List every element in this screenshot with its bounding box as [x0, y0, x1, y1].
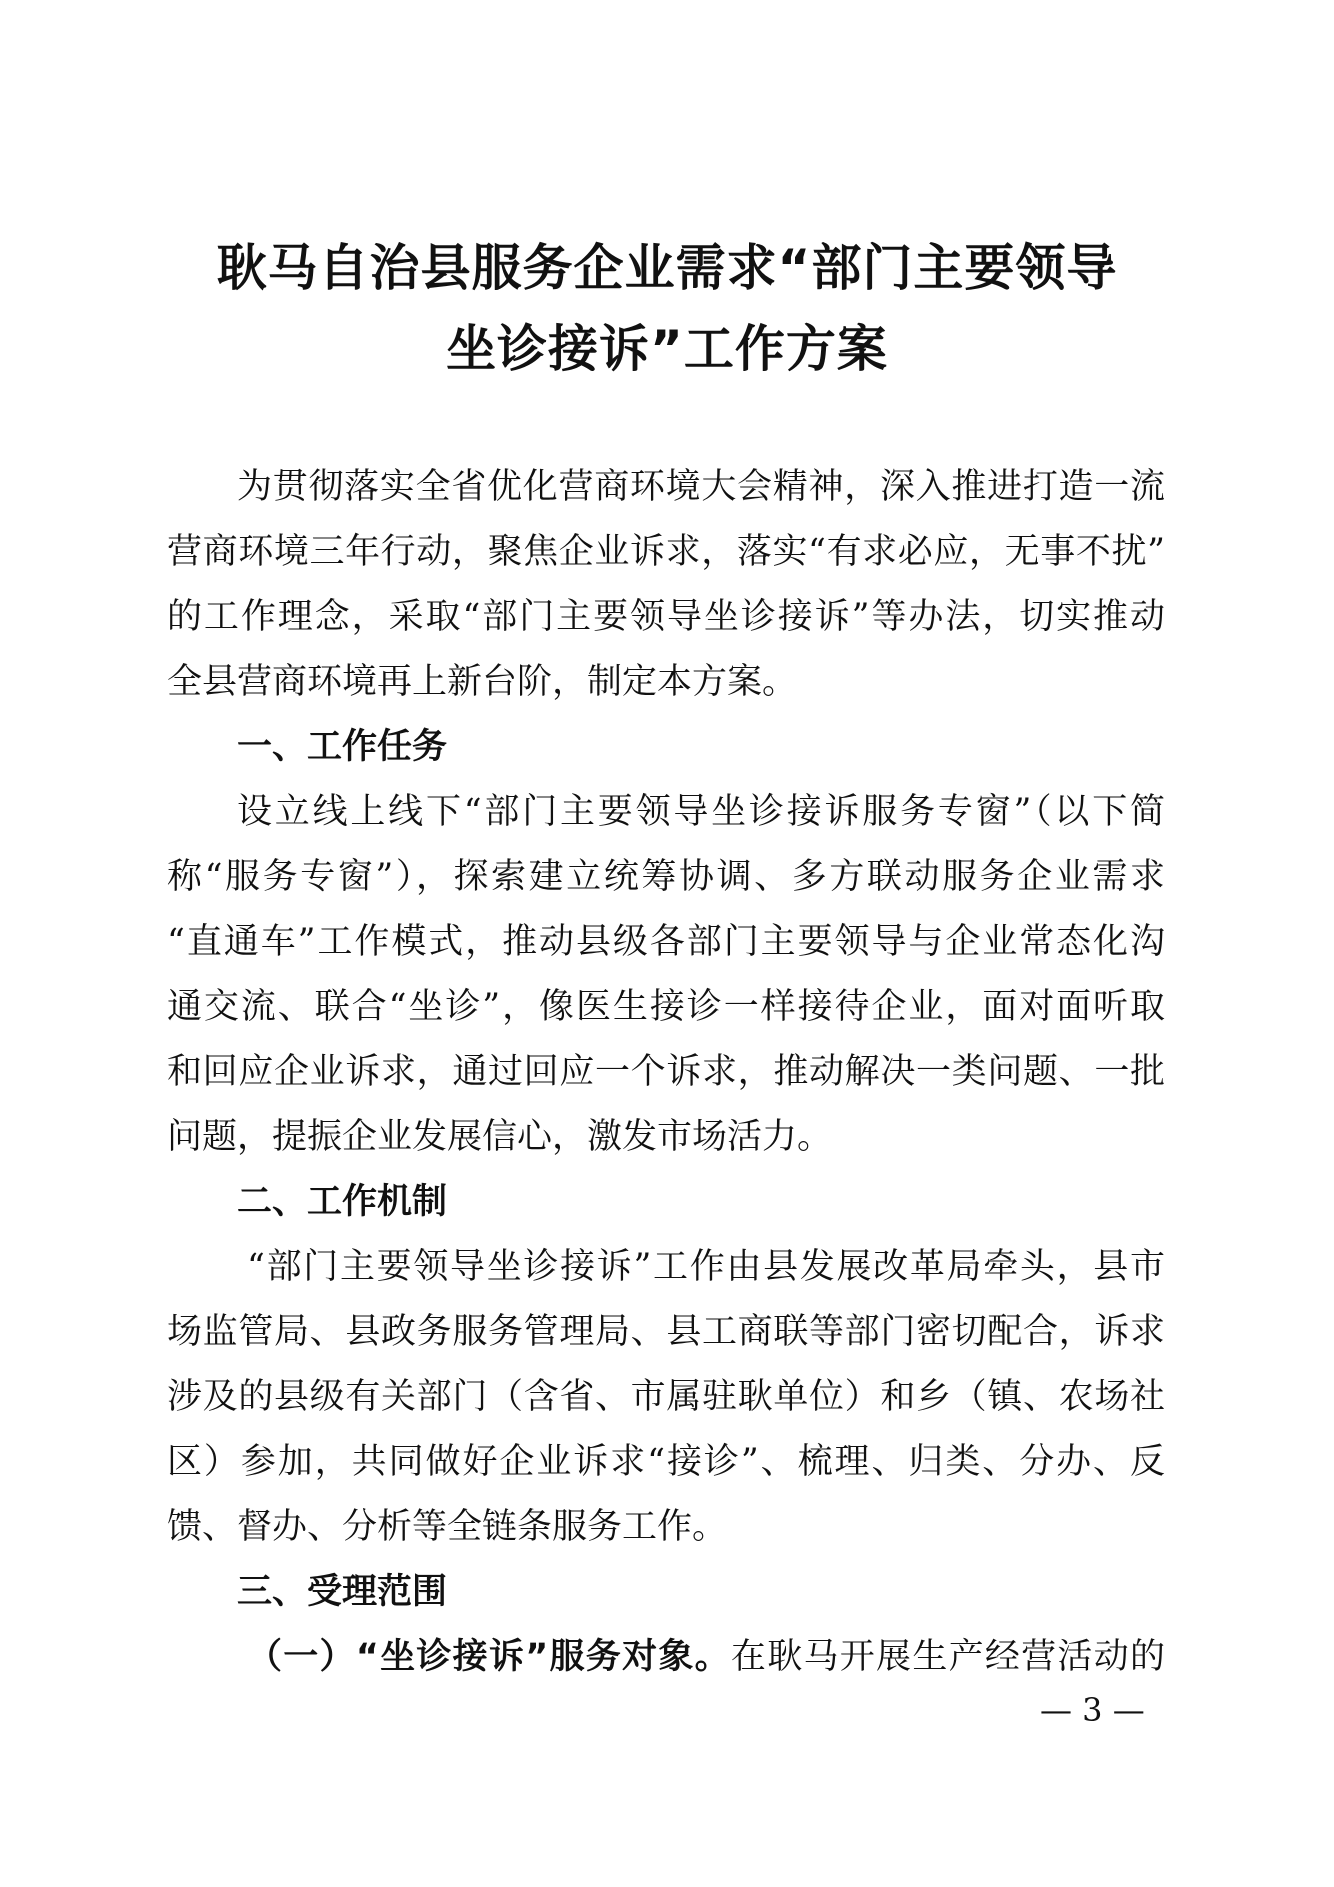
page-number: — 3 —	[1040, 1691, 1145, 1729]
section1-paragraph-line: 和回应企业诉求，通过回应一个诉求，推动解决一类问题、一批	[167, 1052, 1165, 1092]
section2-paragraph-line: “部门主要领导坐诊接诉”工作由县发展改革局牵头，县市	[247, 1247, 1165, 1287]
section1-paragraph-line: 称“服务专窗”），探索建立统筹协调、多方联动服务企业需求	[167, 857, 1165, 897]
section1-paragraph-line: “直通车”工作模式，推动县级各部门主要领导与企业常态化沟	[167, 922, 1165, 962]
section2-paragraph-line: 区）参加，共同做好企业诉求“接诊”、梳理、归类、分办、反	[167, 1442, 1165, 1482]
section-heading-acceptance-scope: 三、受理范围	[237, 1572, 448, 1612]
intro-paragraph-line: 的工作理念，采取“部门主要领导坐诊接诉”等办法，切实推动	[167, 597, 1165, 637]
section3-subsection-line	[247, 1632, 1165, 1682]
section1-paragraph-line: 通交流、联合“坐诊”，像医生接诊一样接待企业，面对面听取	[167, 987, 1165, 1027]
section2-paragraph-line: 馈、督办、分析等全链条服务工作。	[167, 1507, 728, 1547]
section1-paragraph-line: 问题，提振企业发展信心，激发市场活力。	[167, 1117, 833, 1157]
section1-paragraph-line: 设立线上线下“部门主要领导坐诊接诉服务专窗”（以下简	[237, 792, 1165, 832]
document-title-line-2: 坐诊接诉”工作方案	[446, 320, 888, 378]
section2-paragraph-line: 场监管局、县政务服务管理局、县工商联等部门密切配合，诉求	[167, 1312, 1165, 1352]
intro-paragraph-line: 为贯彻落实全省优化营商环境大会精神，深入推进打造一流	[237, 467, 1165, 507]
intro-paragraph-line: 营商环境三年行动，聚焦企业诉求，落实“有求必应，无事不扰”	[167, 532, 1165, 572]
intro-paragraph-line: 全县营商环境再上新台阶，制定本方案。	[167, 662, 798, 702]
section2-paragraph-line: 涉及的县级有关部门（含省、市属驻耿单位）和乡（镇、农场社	[167, 1377, 1165, 1417]
section-heading-work-tasks: 一、工作任务	[237, 727, 448, 767]
document-title-line-1: 耿马自治县服务企业需求“部门主要领导	[216, 239, 1118, 297]
section-heading-work-mechanism: 二、工作机制	[237, 1182, 448, 1222]
subsection-title: （一）“坐诊接诉”服务对象。	[247, 1637, 731, 1677]
subsection-text: 在耿马开展生产经营活动的	[730, 1637, 1165, 1677]
